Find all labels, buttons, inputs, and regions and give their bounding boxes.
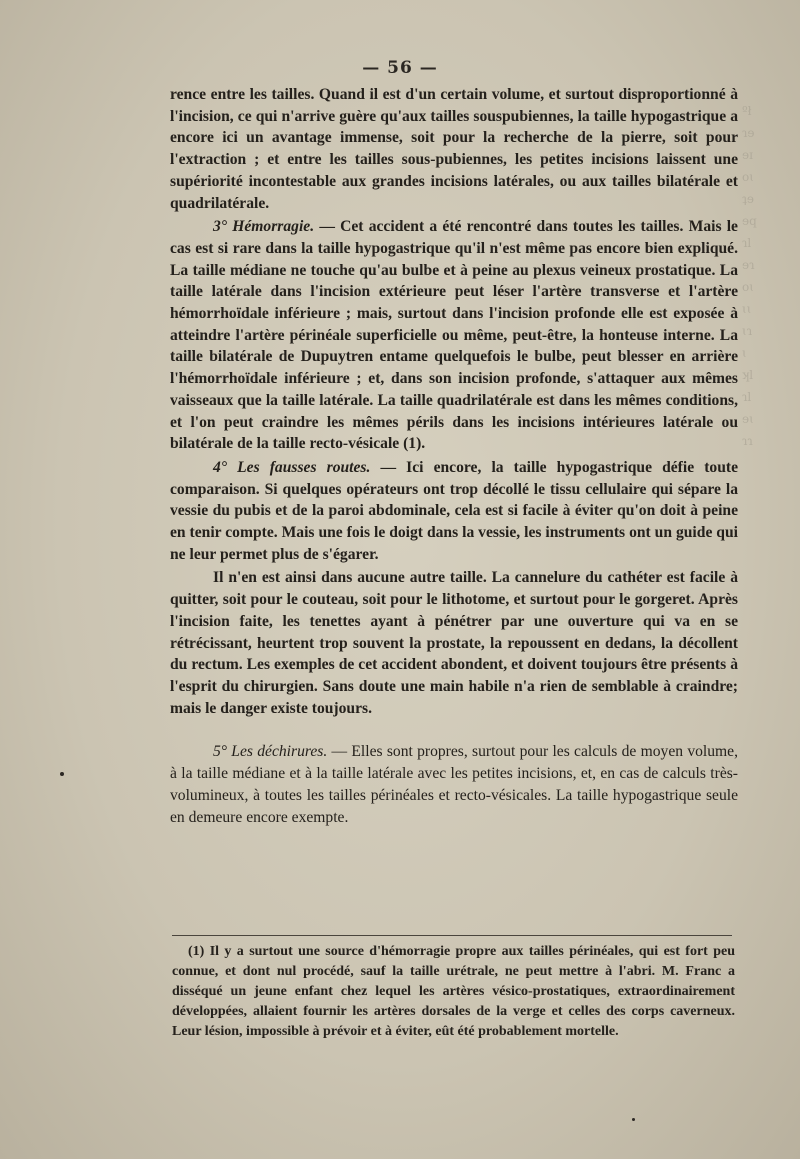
paragraph-3-text: — Ici encore, la taille hypogastrique défie toute comparaison. Si quelques opérateurs ont trop décollé le tissu cellulaire qui sépare la vessie du pubis et de la paroi abdominale, cela est si facile à éviter qu'on doit à peine en tenir compte. Mais une fois le doigt dans la vessie, les instruments ont un guide qui ne leur permet plus de s'égarer. — [170, 458, 739, 563]
paragraph-1-text: rence entre les tailles. Quand il est d'un certain volume, et surtout disproportionné à l'incision, ce qui n'arrive guère qu'aux tailles souspubiennes, la taille hypogastrique a encore ici un avantage immense, soit pour la recherche de la pierre, soit pour l'extraction ; et entre les tailles sous-pubiennes, les petites incisions laissent une supériorité incontestable aux grandes incisions latérales, ou aux tailles bilatérale et quadrilatérale. — [170, 86, 738, 212]
bleed-through-margin: ºł ɿɘ ɘɪ oɩ ʇɘ ɘq ɿl ɘɿ oɩ ɩɩ ɩɿ ɩ ʞl ɿl ɘɩ ɿɿ — [742, 104, 757, 448]
paragraph-5-text: — Elles sont propres, surtout pour les calculs de moyen volume, à la taille médiane et à la taille latérale avec les petites incisions, et, en cas de calculs très-volumineux, à toutes les tailles périnéales et recto-vésicales. La taille hypogastrique seule en demeure encore exempte. — [170, 743, 738, 826]
paragraph-2-text: — Cet accident a été rencontré dans toutes les tailles. Mais le cas est si rare dans la taille hypogastrique qu'il n'est même pas encore bien expliqué. La taille médiane ne touche qu'au bulbe et à peine au plexus veineux prostatique. La taille latérale dans l'incision extérieure peut léser l'artère transverse et l'artère hémorrhoïdale inférieure ; mais, surtout dans l'incision profonde elle est exposée à atteindre l'artère périnéale superficielle ou même, peut-être, la honteuse interne. La taille bilatérale de Dupuytren entame quelquefois le bulbe, peut blesser en arrière l'hémorrhoïdale inférieure ; et, dans son incision profonde, s'attaquer aux mêmes vaisseaux que la taille latérale. La taille quadrilatérale est dans les mêmes conditions, et l'on peut craindre les mêmes périls dans les incisions intérieures latérale ou bilatérale de la taille recto-vésicale (1). — [170, 218, 738, 453]
footnote — [172, 942, 735, 1042]
ink-spot — [60, 772, 64, 776]
ink-spot — [632, 1118, 635, 1121]
page-number: — 56 — — [362, 58, 438, 78]
body-text — [170, 84, 738, 828]
paragraph-2-lead: 3° Hémorragie. — [213, 218, 315, 236]
paragraph-1 — [170, 84, 738, 214]
paragraph-4 — [170, 567, 738, 719]
paragraph-5 — [170, 741, 738, 828]
paragraph-5-lead: 5° Les déchirures. — [213, 743, 328, 761]
paragraph-4-text: Il n'en est ainsi dans aucune autre taille. La cannelure du cathéter est facile à quitter, soit pour le couteau, soit pour le lithotome, et surtout pour le gorgeret. Après l'incision faite, les tenettes ayant à pénétrer par une ouverture qui va en se rétrécissant, heurtent trop souvent la prostate, la repoussent en dedans, la décollent du rectum. Les exemples de cet accident abondent, et doivent toujours être présents à l'esprit du chirurgien. Sans doute une main habile n'a rien de semblable à craindre; mais le danger existe toujours. — [170, 569, 738, 717]
footnote-text: (1) Il y a surtout une source d'hémorragie propre aux tailles périnéales, qui est fort peu connue, et dont nul procédé, sauf la taille urétrale, ne peut mettre à l'abri. M. Franc a disséqué un jeune enfant chez lequel les artères vésico-prostatiques, extraordinairement développées, allaient fournir les artères dorsales de la verge et celles des corps caverneux. Leur lésion, impossible à prévoir et à éviter, eût été probablement mortelle. — [172, 944, 735, 1039]
paragraph-2 — [170, 216, 738, 455]
footnote-divider — [172, 935, 732, 936]
paragraph-3-lead: 4° Les fausses routes. — [213, 458, 371, 476]
paragraph-3 — [170, 457, 738, 566]
